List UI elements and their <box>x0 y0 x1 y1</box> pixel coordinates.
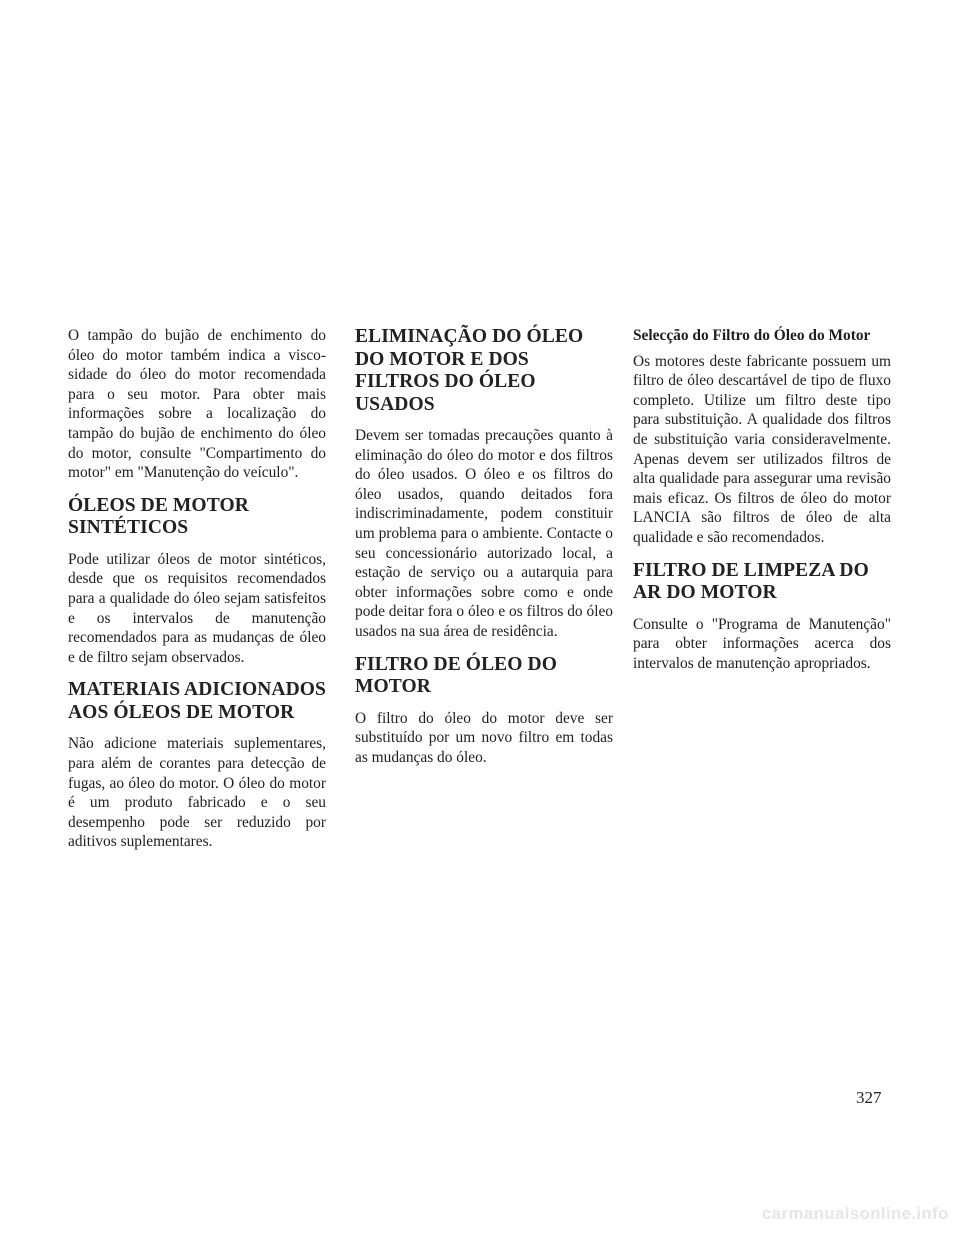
column-right <box>633 326 891 682</box>
oil-additives-heading: MATERIAIS ADICIONADOS AOS ÓLEOS DE MOTOR <box>68 679 326 723</box>
oil-filter-paragraph: O filtro do óleo do motor deve ser substituído por um novo filtro em todas as mudanças do óleo. <box>355 709 613 766</box>
watermark-text: carmanualsonline.info <box>762 1204 949 1223</box>
column-left <box>68 326 326 861</box>
synthetic-oils-paragraph: Pode utilizar óleos de motor sintéticos, desde que os requisitos recomendados para a qualidade do óleo sejam satisfeitos e os intervalos de manutenção recomendados para as mudanças de óleo e de filtro sejam observados. <box>68 550 326 666</box>
oil-filter-heading: FILTRO DE ÓLEO DO MOTOR <box>355 653 557 698</box>
filter-selection-paragraph: Os motores deste fabricante possuem um filtro de óleo descartável de tipo de fluxo completo. Utilize um filtro deste tipo para substituição. A qualidade dos filtros de substituição varia consideravelmente. Apenas devem ser utilizados filtros de alta qualidade para assegurar uma revisão mais eficaz. Os filtros de óleo do motor LANCIA são filtros de óleo de alta qualidade e são recomendados. <box>633 352 891 546</box>
air-cleaner-heading: FILTRO DE LIMPEZA DO AR DO MOTOR <box>633 559 869 604</box>
oil-additives-paragraph: Não adicione materiais suplementares, para além de corantes para detecção de fugas, ao óleo do motor. O óleo do motor é um produto fabricado e o seu desempenho pode ser reduzido por aditivos suplementares. <box>68 735 326 851</box>
oil-disposal-paragraph: Devem ser tomadas precauções quanto à eliminação do óleo do motor e dos filtros do óleo usados. O óleo e os filtros do óleo usados, quando deitados fora indiscriminadamente, podem constituir um problema para o ambiente. Contacte o seu concessionário autorizado local, a estação de serviço ou a autarquia para obter informações sobre como e onde pode deitar fora o óleo e os filtros do óleo usados na sua área de residência. <box>355 427 613 640</box>
page-number: 327 <box>856 1088 882 1107</box>
filter-selection-subheading: Selecção do Filtro do Óleo do Motor <box>633 327 871 344</box>
air-cleaner-paragraph: Consulte o "Programa de Manutenção" para obter informações acerca dos intervalos de manutenção apropriados. <box>633 615 891 672</box>
filler-cap-paragraph: O tampão do bujão de enchimento do óleo do motor também indica a viscosidade do óleo do motor recomendada para o seu motor. Para obter mais informações sobre a localização do tampão do bujão de enchimento do óleo do motor, consulte "Compartimento do motor" em "Manutenção do veículo". <box>68 327 326 482</box>
oil-disposal-heading: ELIMINAÇÃO DO ÓLEO DO MOTOR E DOS FILTROS DO ÓLEO USADOS <box>355 326 584 415</box>
synthetic-oils-heading: ÓLEOS DE MOTOR SINTÉTICOS <box>68 494 249 539</box>
column-middle <box>355 326 613 776</box>
